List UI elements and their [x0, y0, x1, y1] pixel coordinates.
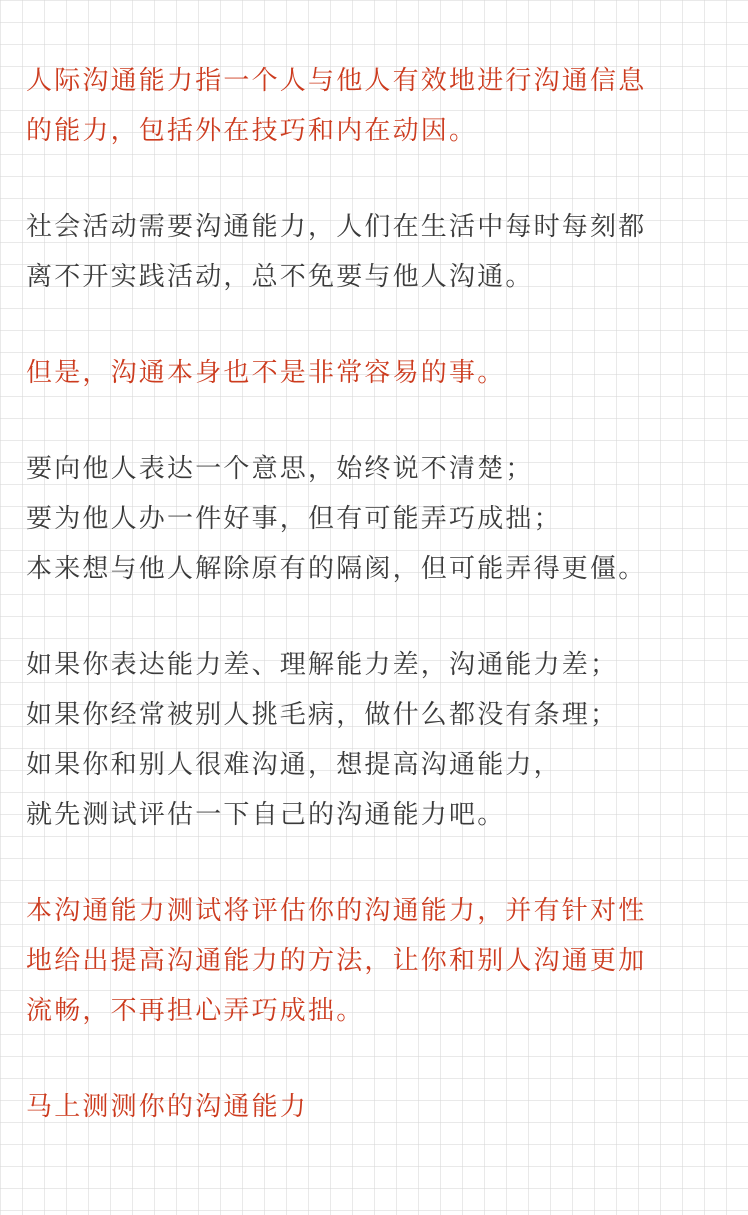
text-line: 如果你和别人很难沟通，想提高沟通能力， — [26, 750, 562, 780]
text-line: 本沟通能力测试将评估你的沟通能力，并有针对性 — [26, 896, 647, 926]
text-line: 离不开实践活动，总不免要与他人沟通。 — [26, 262, 534, 292]
text-line: 地给出提高沟通能力的方法，让你和别人沟通更加 — [26, 946, 647, 976]
text-line: 社会活动需要沟通能力，人们在生活中每时每刻都 — [26, 212, 647, 242]
paragraph-social-activity — [26, 202, 724, 302]
paragraph-but-not-easy — [26, 348, 724, 398]
text-line: 如果你经常被别人挑毛病，做什么都没有条理； — [26, 700, 619, 730]
text-line: 本来想与他人解除原有的隔阂，但可能弄得更僵。 — [26, 554, 647, 584]
paragraph-definition — [26, 56, 724, 156]
paragraph-if-you — [26, 640, 724, 840]
text-line: 要向他人表达一个意思，始终说不清楚； — [26, 454, 534, 484]
paragraph-test-intro — [26, 886, 724, 1036]
cta-text[interactable]: 马上测测你的沟通能力 — [26, 1092, 309, 1122]
text-line: 就先测试评估一下自己的沟通能力吧。 — [26, 800, 506, 830]
text-line: 要为他人办一件好事，但有可能弄巧成拙； — [26, 504, 562, 534]
text-line: 但是，沟通本身也不是非常容易的事。 — [26, 358, 506, 388]
paragraph-examples — [26, 444, 724, 594]
text-line: 人际沟通能力指一个人与他人有效地进行沟通信息 — [26, 66, 647, 96]
text-line: 流畅，不再担心弄巧成拙。 — [26, 996, 365, 1026]
text-line: 的能力，包括外在技巧和内在动因。 — [26, 116, 478, 146]
call-to-action-link[interactable] — [26, 1082, 724, 1132]
text-line: 如果你表达能力差、理解能力差，沟通能力差； — [26, 650, 619, 680]
